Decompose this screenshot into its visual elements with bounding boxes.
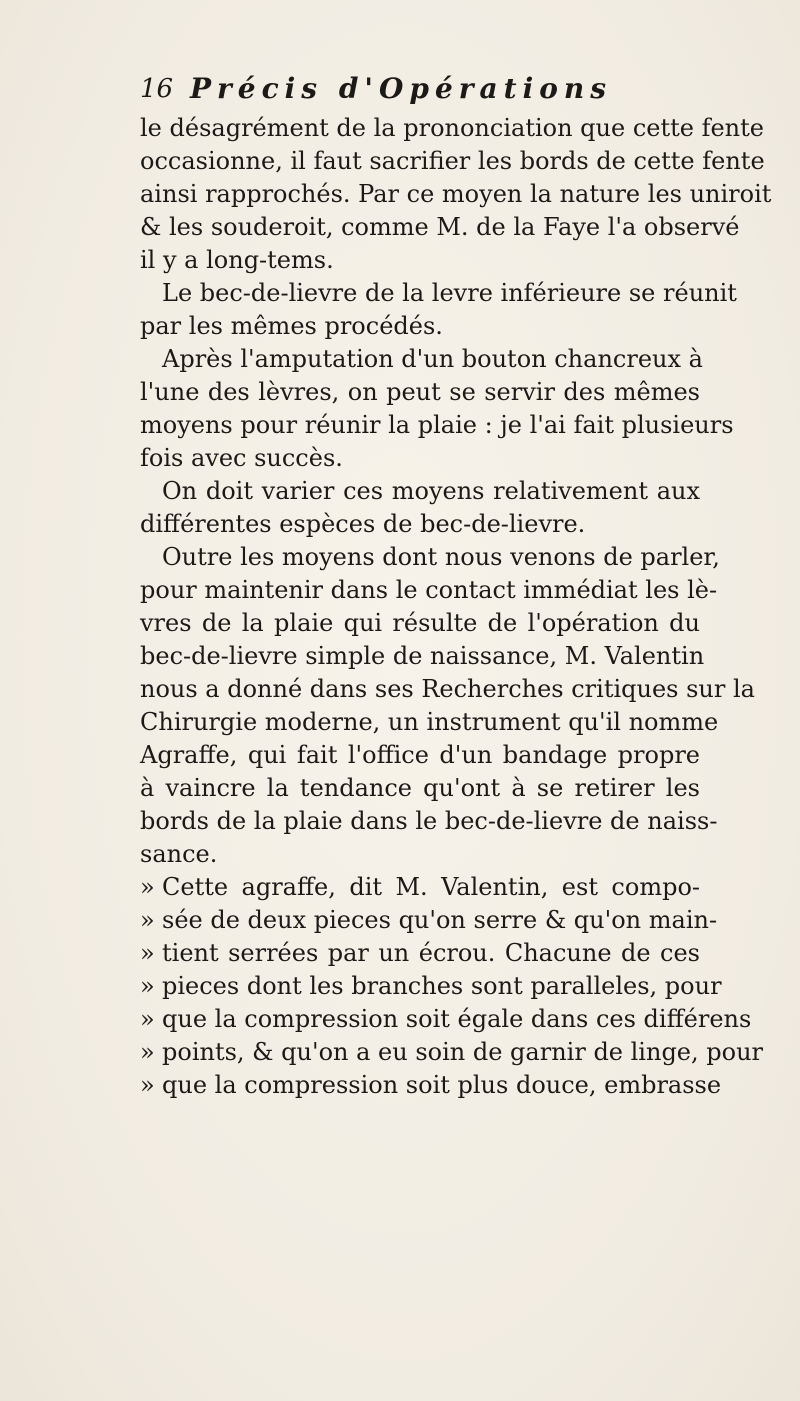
text-line: bords de la plaie dans le bec-de-lievre de naiss- [140,807,718,835]
quote-line [140,937,700,970]
quote-text: que la compression soit égale dans ces différens [162,1005,752,1033]
text-line: nous a donné dans ses Recherches critiques sur la [140,675,755,703]
quote-text: pieces dont les branches sont paralleles, pour [162,972,722,1000]
text-line: pour maintenir dans le contact immédiat les lè- [140,576,718,604]
quote-mark: » [140,1071,155,1099]
quote-text: points, & qu'on a eu soin de garnir de linge, pour [162,1038,764,1066]
text-line: fois avec succès. [140,444,343,472]
text-line: bec-de-lievre simple de naissance, M. Valentin [140,642,705,670]
quote-line [140,1069,722,1102]
text-line: & les souderoit, comme M. de la Faye l'a observé [140,213,740,241]
quote-mark: » [140,873,155,901]
text-line: Le bec-de-lievre de la levre inférieure se réunit [162,279,737,307]
text-line: vres de la plaie qui résulte de l'opération du [140,609,700,637]
quote-line [140,904,718,937]
page-number: 16 [140,74,174,104]
quote-text: que la compression soit plus douce, embrasse [162,1071,722,1099]
quote-mark: » [140,1038,155,1066]
text-line: l'une des lèvres, on peut se servir des mêmes [140,378,700,406]
text-line: Après l'amputation d'un bouton chancreux à [162,345,703,373]
running-title: Précis d'Opérations [190,72,613,105]
text-line: sance. [140,840,218,868]
quote-line [140,1036,764,1069]
text-line: par les mêmes procédés. [140,312,443,340]
text-line: occasionne, il faut sacrifier les bords de cette fente [140,147,765,175]
quote-line [140,970,722,1003]
quote-line [140,1003,752,1036]
quote-mark: » [140,939,155,967]
quote-line [140,871,700,904]
quote-mark: » [140,972,155,1000]
text-line: Chirurgie moderne, un instrument qu'il nomme [140,708,719,736]
body-text [140,112,772,1102]
page-header [140,70,700,110]
quote-mark: » [140,1005,155,1033]
text-line: Agraffe, qui fait l'office d'un bandage propre [140,741,700,769]
quote-mark: » [140,906,155,934]
quote-text: sée de deux pieces qu'on serre & qu'on main- [162,906,718,934]
text-line: différentes espèces de bec-de-lievre. [140,510,586,538]
quote-text: Cette agraffe, dit M. Valentin, est compo- [162,873,700,901]
text-line: moyens pour réunir la plaie : je l'ai fait plusieurs [140,411,734,439]
text-line: le désagrément de la prononciation que cette fente [140,114,764,142]
text-line: il y a long-tems. [140,246,334,274]
text-line: On doit varier ces moyens relativement aux [162,477,700,505]
quote-text: tient serrées par un écrou. Chacune de ces [162,939,700,967]
text-line: ainsi rapprochés. Par ce moyen la nature les uniroit [140,180,772,208]
text-line: Outre les moyens dont nous venons de parler, [162,543,720,571]
text-line: à vaincre la tendance qu'ont à se retirer les [140,774,700,802]
